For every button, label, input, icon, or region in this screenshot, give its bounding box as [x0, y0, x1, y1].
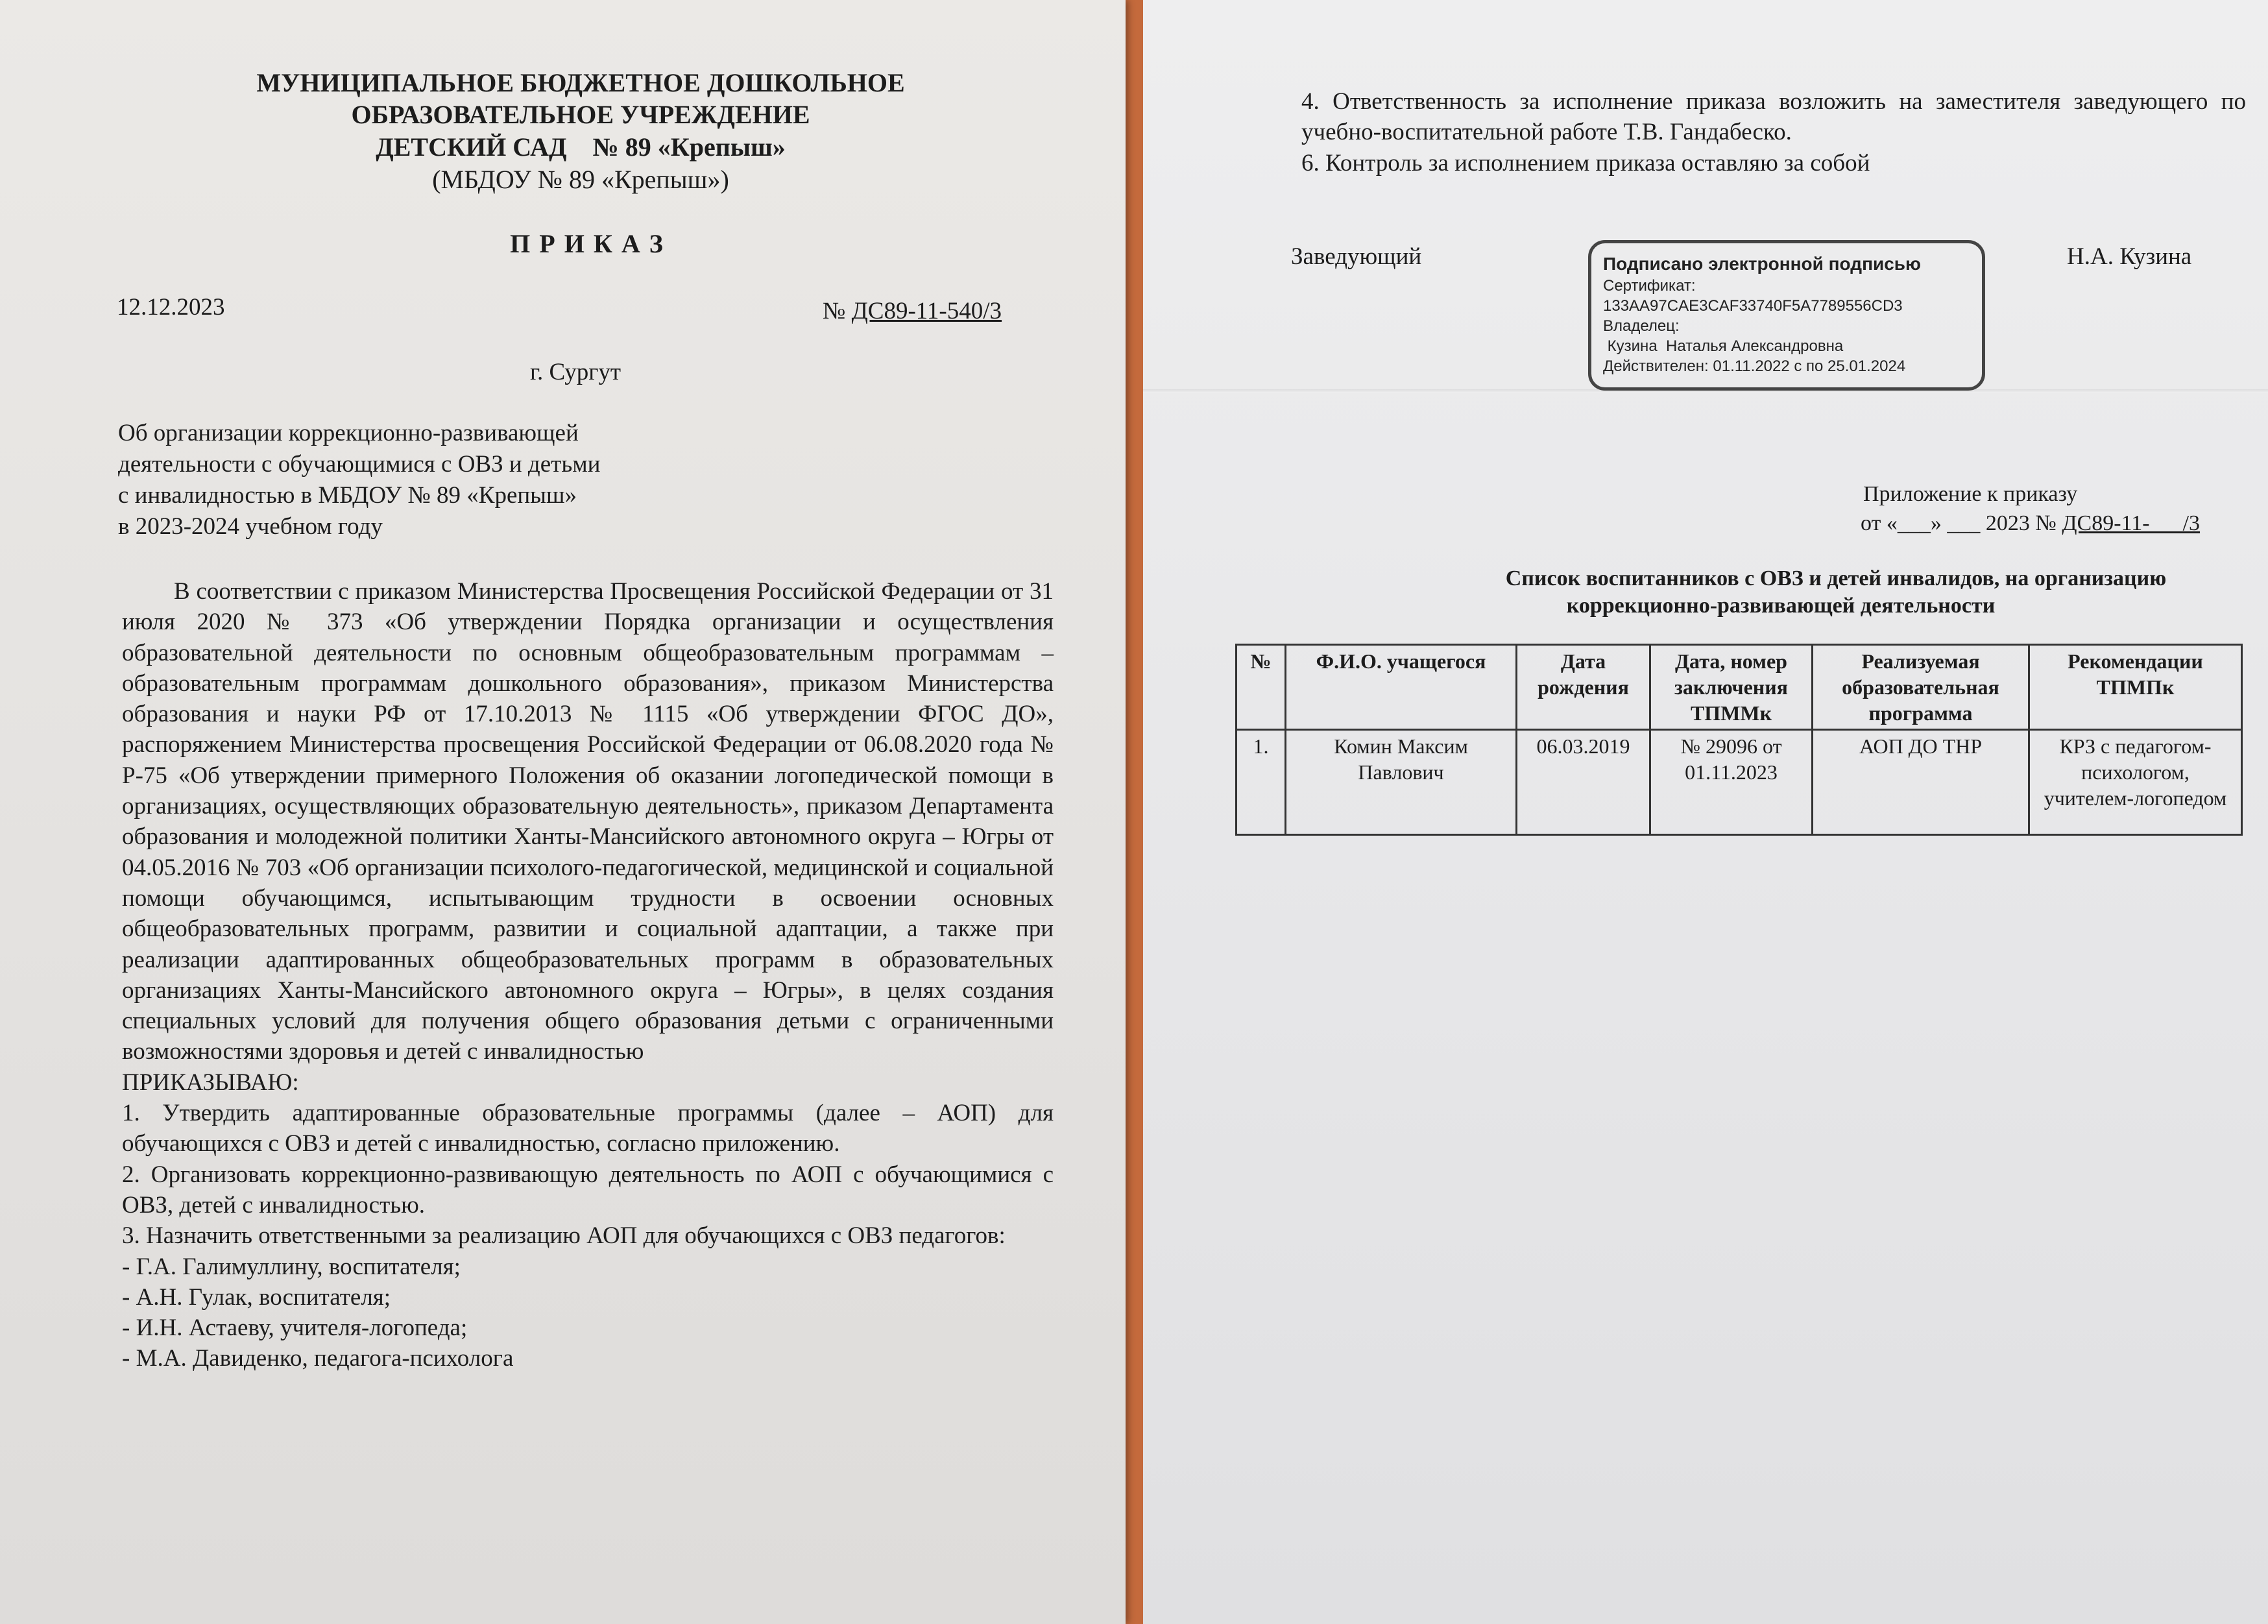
signer-name: Н.А. Кузина — [2067, 243, 2192, 270]
order-body — [122, 576, 1054, 1374]
assignee-1: - Г.А. Галимуллину, воспитателя; — [122, 1253, 461, 1280]
col-header-program: Реализуемая образовательная программа — [1813, 645, 2029, 730]
col-header-recommendations: Рекомендации ТПМПк — [2029, 645, 2242, 730]
table-header-row — [1237, 645, 2242, 730]
order-number-value: ДС89-11-540/3 — [851, 298, 1002, 324]
cell-conclusion: № 29096 от 01.11.2023 — [1650, 730, 1813, 835]
table-row — [1237, 730, 2242, 835]
subject-line-4: в 2023-2024 учебном году — [118, 513, 383, 540]
subject-line-1: Об организации коррекционно-развивающей — [118, 420, 579, 446]
appendix-line-2: от «___» ___ 2023 № ДС89-11-___/3 — [1861, 511, 2201, 535]
stamp-owner-label: Владелец: — [1603, 317, 1680, 335]
stamp-cert-label: Сертификат: — [1603, 277, 1696, 295]
cell-birthdate: 06.03.2019 — [1517, 730, 1650, 835]
electronic-signature-stamp — [1588, 240, 1985, 391]
stamp-valid: Действителен: 01.11.2022 с по 25.01.2024 — [1603, 358, 1906, 375]
col-header-birthdate: Дата рождения — [1517, 645, 1650, 730]
order-item-4: 4. Ответственность за исполнение приказа возложить на заместителя заведующего по учебно-воспитательной работе Т.В. Гандабеско. — [1301, 88, 2246, 145]
col-header-conclusion: Дата, номер заключения ТПММк — [1650, 645, 1813, 730]
org-name-line1: МУНИЦИПАЛЬНОЕ БЮДЖЕТНОЕ ДОШКОЛЬНОЕ — [256, 68, 905, 97]
students-table — [1235, 644, 2243, 836]
order-number: № ДС89-11-540/3 — [823, 298, 1002, 324]
order-item-3: 3. Назначить ответственными за реализацию АОП для обучающихся с ОВЗ педагогов: — [122, 1222, 1006, 1250]
appendix-line-1: Приложение к приказу — [1863, 482, 2078, 506]
assignee-3: - И.Н. Астаеву, учителя-логопеда; — [122, 1315, 468, 1342]
subject-line-2: деятельности с обучающимися с ОВЗ и детьми — [118, 451, 601, 478]
assignee-4: - М.А. Давиденко, педагога-психолога — [122, 1345, 514, 1372]
org-name-line2: ОБРАЗОВАТЕЛЬНОЕ УЧРЕЖДЕНИЕ — [351, 100, 810, 129]
order-date: 12.12.2023 — [117, 294, 225, 321]
stamp-owner: Кузина Наталья Александровна — [1603, 337, 1844, 355]
cell-recommendations: КРЗ с педагогом-психологом, учителем-логопедом — [2029, 730, 2242, 835]
order-item-2: 2. Организовать коррекционно-развивающую деятельность по АОП с обучающимися с ОВЗ, детей с инвалидностью. — [122, 1161, 1054, 1218]
doc-type-title: П Р И К А З — [510, 229, 664, 258]
col-header-name: Ф.И.О. учащегося — [1286, 645, 1517, 730]
col-header-number: № — [1237, 645, 1286, 730]
order-item-6: 6. Контроль за исполнением приказа оставляю за собой — [1301, 150, 1870, 176]
cell-number: 1. — [1237, 730, 1286, 835]
org-name-line3: ДЕТСКИЙ САД № 89 «Крепыш» — [376, 132, 786, 162]
order-page-left — [0, 0, 1126, 1624]
list-title-line-2: коррекционно-развивающей деятельности — [1566, 594, 1996, 618]
org-short-name: (МБДОУ № 89 «Крепыш») — [432, 165, 729, 194]
cell-program: АОП ДО ТНР — [1813, 730, 2029, 835]
order-city: г. Сургут — [530, 359, 621, 385]
order-word: ПРИКАЗЫВАЮ: — [122, 1069, 299, 1096]
assignee-2: - А.Н. Гулак, воспитателя; — [122, 1283, 391, 1311]
stamp-title: Подписано электронной подписью — [1603, 254, 1921, 274]
cell-name: Комин Максим Павлович — [1286, 730, 1517, 835]
order-item-1: 1. Утвердить адаптированные образовательные программы (далее – АОП) для обучающихся с ОВЗ и детей с инвалидностью, согласно приложению. — [122, 1100, 1054, 1157]
stamp-cert: 133AA97CAE3CAF33740F5A7789556CD3 — [1603, 297, 1903, 315]
signer-title: Заведующий — [1291, 243, 1422, 270]
subject-line-3: с инвалидностью в МБДОУ № 89 «Крепыш» — [118, 482, 577, 509]
list-title-line-1: Список воспитанников с ОВЗ и детей инвалидов, на организацию — [1505, 566, 2167, 590]
preamble-paragraph: В соответствии с приказом Министерства Просвещения Российской Федерации от 31 июля 2020 № 373 «Об утверждении Порядка организации и осуществления образовательной деятельности по основным общеобразовательным программам – образовательным программам дошкольного образования», приказом Министерства образования и науки РФ от 17.10.2013 № 1115 «Об утверждении ФГОС ДО», распоряжением Министерства просвещения Российской Федерации от 06.08.2020 года № Р-75 «Об утверждении примерного Положения об оказании логопедической помощи в организациях, осуществляющих образовательную деятельность», приказом Департамента образования и молодежной политики Ханты-Мансийского автономного округа – Югры от 04.05.2016 № 703 «Об организации психолого-педагогической, медицинской и социальной помощи обучающимся, испытывающим трудности в освоении основных общеобразовательных программ, развитии и социальной адаптации, а также при реализации адаптированных общеобразовательных программ в образовательных организациях Ханты-Мансийского автономного округа – Югры», в целях создания специальных условий для получения общего образования детьми с ограниченными возможностями здоровья и детей с инвалидностью — [122, 578, 1054, 1065]
